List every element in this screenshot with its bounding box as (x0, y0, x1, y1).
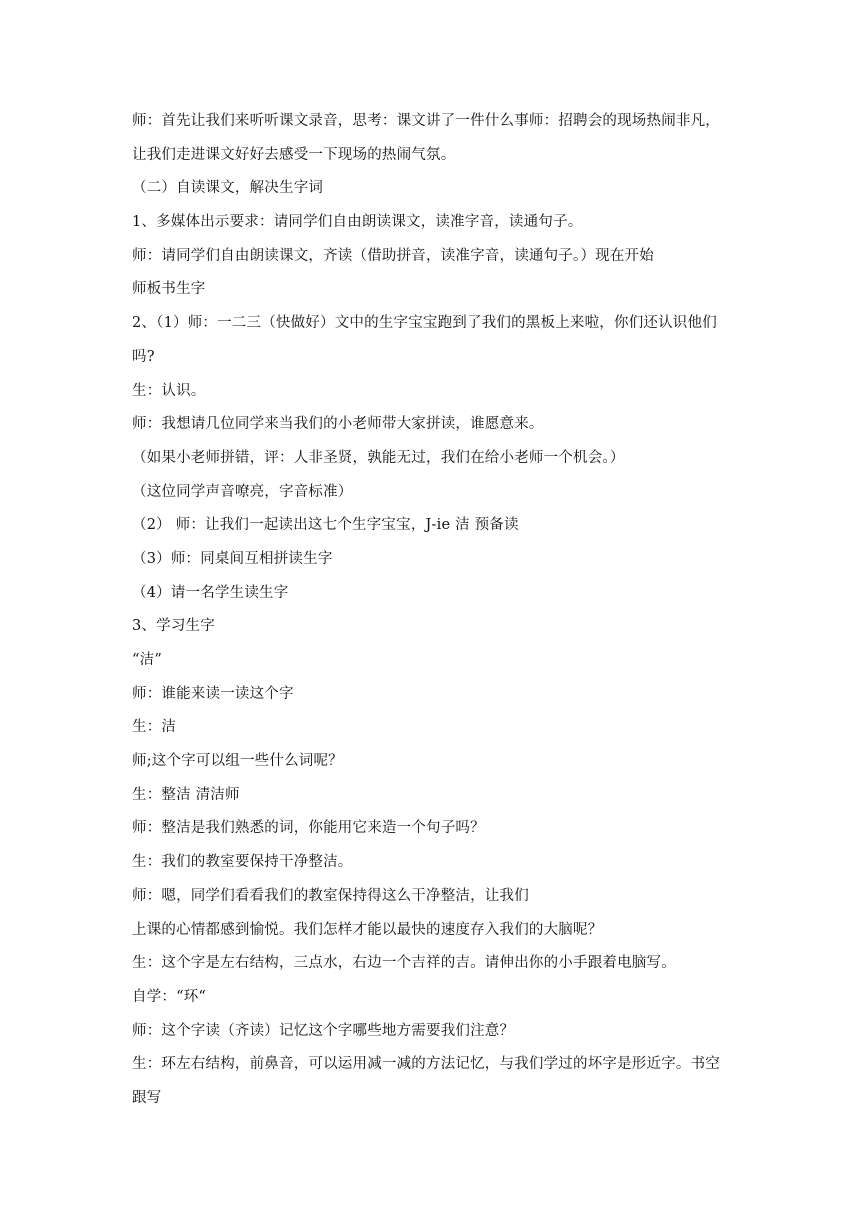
text-line: （4）请一名学生读生字 (132, 584, 289, 601)
text-line: 师板书生字 (132, 281, 206, 298)
text-line: 生：环左右结构，前鼻音，可以运用减一减的方法记忆，与我们学过的坏字是形近字。书空 (132, 1056, 720, 1073)
text-line: “洁” (132, 652, 162, 668)
text-line: 生：整洁 清洁师 (132, 786, 240, 803)
text-line: （2） 师：让我们一起读出这七个生字宝宝，J-ie 洁 预备读 (132, 517, 519, 534)
text-line: 师：首先让我们来听听课文录音，思考：课文讲了一件什么事师：招聘会的现场热闹非凡， (132, 113, 720, 129)
text-line: 上课的心情都感到愉悦。我们怎样才能以最快的速度存入我们的大脑呢？ (132, 921, 603, 938)
text-line: 师：这个字读（齐读）记忆这个字哪些地方需要我们注意？ (132, 1022, 515, 1039)
text-line: 生：我们的教室要保持干净整洁。 (132, 854, 353, 871)
text-line: （如果小老师拼错，评：人非圣贤，孰能无过，我们在给小老师一个机会。） (132, 449, 625, 466)
text-line: 自学：“环“ (132, 988, 207, 1005)
text-line: 师：我想请几位同学来当我们的小老师带大家拼读，谁愿意来。 (132, 416, 544, 433)
text-line: 生：洁 (132, 719, 177, 736)
text-line: 师：谁能来读一读这个字 (132, 685, 294, 702)
text-line: 吗? (132, 348, 155, 365)
text-line: 师;这个字可以组一些什么词呢？ (132, 753, 343, 770)
section-heading: （二）自读课文，解决生字词 (132, 180, 324, 197)
text-line: 让我们走进课文好好去感受一下现场的热闹气氛。 (132, 146, 456, 163)
text-line: 跟写 (132, 1089, 162, 1106)
text-line: （这位同学声音嘹亮，字音标准） (132, 483, 353, 500)
text-line: 师：请同学们自由朗读课文，齐读（借助拼音，读准字音，读通句子。）现在开始 (132, 247, 654, 264)
text-line: 师：嗯，同学们看看我们的教室保持得这么干净整洁，让我们 (132, 887, 529, 904)
text-line: （3）师：同桌间互相拼读生字 (132, 550, 333, 567)
text-line: 师：整洁是我们熟悉的词，你能用它来造一个句子吗？ (132, 820, 485, 837)
text-line: 生：这个字是左右结构，三点水，右边一个吉祥的吉。请伸出你的小手跟着电脑写。 (132, 955, 676, 972)
text-line: 生：认识。 (132, 382, 206, 399)
document-body (132, 110, 732, 1121)
text-line: 2、（1）师：一二三（快做好）文中的生字宝宝跑到了我们的黑板上来啦，你们还认识他们 (132, 315, 717, 332)
text-line: 1、多媒体出示要求：请同学们自由朗读课文，读准字音，读通句子。 (132, 214, 583, 231)
section-heading: 3、学习生字 (132, 618, 215, 635)
